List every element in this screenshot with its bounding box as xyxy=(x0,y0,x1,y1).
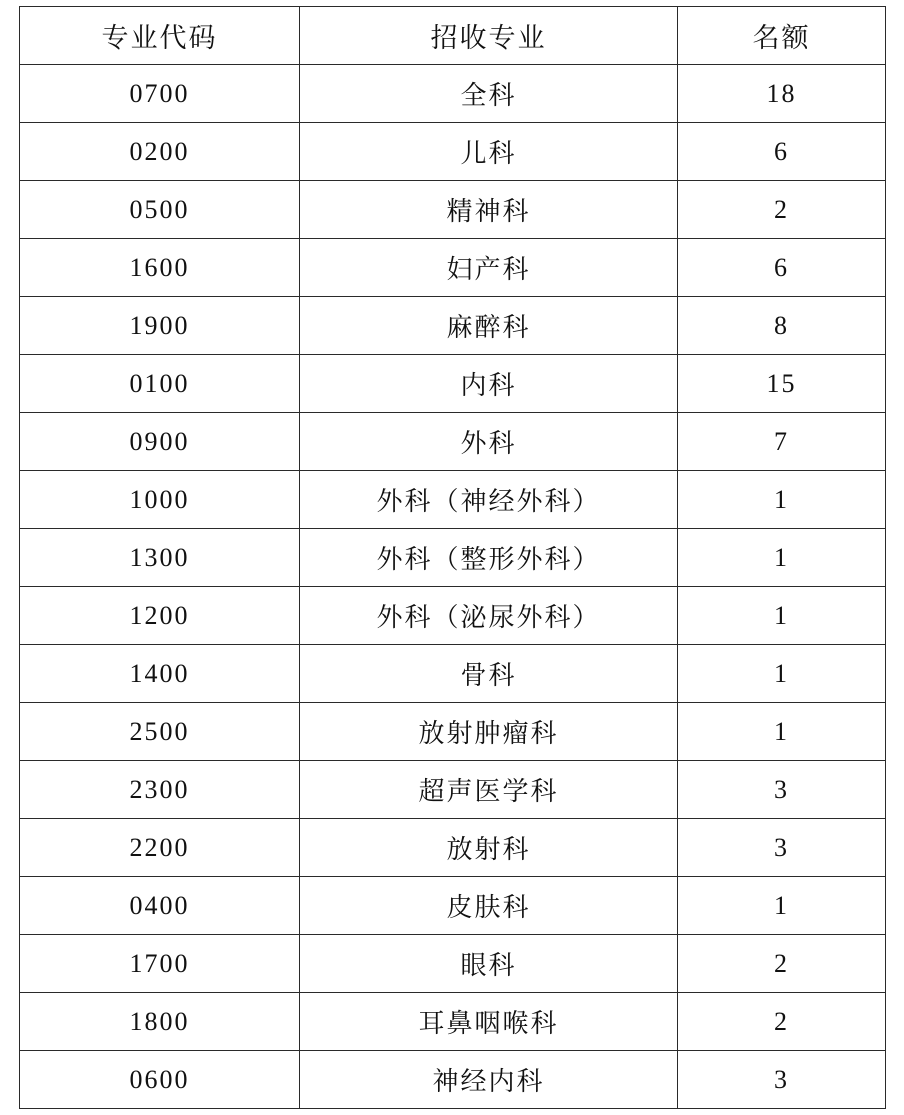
cell-code: 0600 xyxy=(20,1051,300,1109)
cell-quota: 2 xyxy=(678,935,886,993)
table-row xyxy=(20,297,886,355)
cell-quota: 18 xyxy=(678,65,886,123)
table-row xyxy=(20,761,886,819)
table-row xyxy=(20,703,886,761)
cell-code: 1000 xyxy=(20,471,300,529)
cell-quota: 6 xyxy=(678,239,886,297)
cell-quota: 8 xyxy=(678,297,886,355)
table-row xyxy=(20,239,886,297)
table-row xyxy=(20,645,886,703)
cell-major: 精神科 xyxy=(300,181,678,239)
cell-quota: 7 xyxy=(678,413,886,471)
cell-code: 2500 xyxy=(20,703,300,761)
cell-major: 耳鼻咽喉科 xyxy=(300,993,678,1051)
table-header xyxy=(20,7,886,65)
cell-code: 0100 xyxy=(20,355,300,413)
cell-quota: 2 xyxy=(678,993,886,1051)
quota-table xyxy=(19,6,886,1109)
table-row xyxy=(20,181,886,239)
cell-quota: 3 xyxy=(678,761,886,819)
header-code: 专业代码 xyxy=(20,7,300,65)
table-row xyxy=(20,587,886,645)
cell-major: 放射科 xyxy=(300,819,678,877)
table-row xyxy=(20,123,886,181)
cell-quota: 3 xyxy=(678,1051,886,1109)
cell-quota: 1 xyxy=(678,877,886,935)
table-row xyxy=(20,935,886,993)
cell-quota: 1 xyxy=(678,645,886,703)
header-major: 招收专业 xyxy=(300,7,678,65)
cell-code: 0400 xyxy=(20,877,300,935)
cell-quota: 1 xyxy=(678,471,886,529)
cell-code: 2300 xyxy=(20,761,300,819)
cell-major: 儿科 xyxy=(300,123,678,181)
cell-major: 放射肿瘤科 xyxy=(300,703,678,761)
cell-major: 妇产科 xyxy=(300,239,678,297)
cell-major: 外科（整形外科） xyxy=(300,529,678,587)
table-row xyxy=(20,1051,886,1109)
header-quota: 名额 xyxy=(678,7,886,65)
cell-code: 1600 xyxy=(20,239,300,297)
table-body xyxy=(20,65,886,1109)
cell-code: 0200 xyxy=(20,123,300,181)
cell-quota: 1 xyxy=(678,703,886,761)
cell-quota: 1 xyxy=(678,587,886,645)
cell-quota: 15 xyxy=(678,355,886,413)
table-row xyxy=(20,819,886,877)
header-row xyxy=(20,7,886,65)
table-row xyxy=(20,413,886,471)
cell-major: 骨科 xyxy=(300,645,678,703)
cell-code: 1700 xyxy=(20,935,300,993)
table-row xyxy=(20,355,886,413)
cell-code: 0500 xyxy=(20,181,300,239)
cell-major: 内科 xyxy=(300,355,678,413)
cell-code: 0700 xyxy=(20,65,300,123)
table-row xyxy=(20,529,886,587)
table-row xyxy=(20,877,886,935)
cell-major: 眼科 xyxy=(300,935,678,993)
cell-quota: 2 xyxy=(678,181,886,239)
cell-code: 2200 xyxy=(20,819,300,877)
cell-code: 0900 xyxy=(20,413,300,471)
cell-code: 1200 xyxy=(20,587,300,645)
table-row xyxy=(20,993,886,1051)
cell-quota: 1 xyxy=(678,529,886,587)
table-row xyxy=(20,471,886,529)
cell-quota: 3 xyxy=(678,819,886,877)
cell-major: 皮肤科 xyxy=(300,877,678,935)
cell-major: 外科（泌尿外科） xyxy=(300,587,678,645)
cell-code: 1800 xyxy=(20,993,300,1051)
cell-code: 1900 xyxy=(20,297,300,355)
cell-major: 全科 xyxy=(300,65,678,123)
table-row xyxy=(20,65,886,123)
cell-code: 1300 xyxy=(20,529,300,587)
cell-major: 外科（神经外科） xyxy=(300,471,678,529)
cell-major: 外科 xyxy=(300,413,678,471)
cell-major: 麻醉科 xyxy=(300,297,678,355)
cell-major: 神经内科 xyxy=(300,1051,678,1109)
cell-code: 1400 xyxy=(20,645,300,703)
cell-major: 超声医学科 xyxy=(300,761,678,819)
cell-quota: 6 xyxy=(678,123,886,181)
